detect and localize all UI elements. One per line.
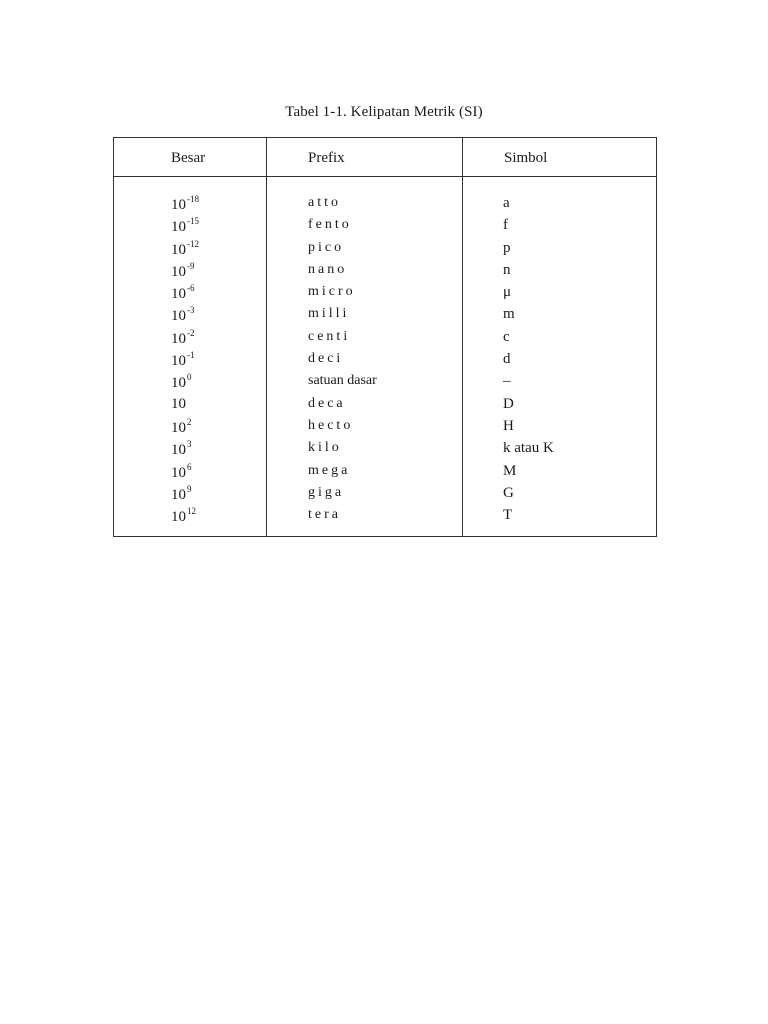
header-prefix: Prefix	[308, 150, 345, 166]
table-row	[114, 373, 656, 395]
besar-base: 10	[171, 375, 186, 392]
besar-exponent: -3	[187, 305, 195, 316]
table-body	[114, 195, 656, 529]
simbol-cell: μ	[503, 284, 512, 301]
table-row	[114, 240, 656, 262]
table-row	[114, 217, 656, 239]
besar-cell	[171, 284, 195, 303]
prefix-cell: micro	[308, 284, 356, 300]
besar-exponent: 2	[187, 416, 192, 427]
besar-base: 10	[171, 486, 186, 503]
besar-cell	[171, 351, 195, 370]
besar-exponent: 12	[187, 506, 196, 517]
besar-exponent: -15	[187, 216, 199, 227]
besar-cell	[171, 418, 192, 437]
besar-cell	[171, 329, 195, 348]
table-row	[114, 284, 656, 306]
simbol-cell: p	[503, 239, 511, 256]
table-row	[114, 463, 656, 485]
besar-base: 10	[171, 241, 186, 258]
simbol-cell: –	[503, 373, 511, 390]
besar-base: 10	[171, 219, 186, 236]
table-row	[114, 396, 656, 418]
besar-exponent: -12	[187, 238, 199, 249]
besar-cell	[171, 262, 195, 281]
besar-exponent: -6	[187, 283, 195, 294]
prefix-cell: hecto	[308, 417, 354, 433]
besar-cell	[171, 217, 199, 236]
besar-base: 10	[171, 442, 186, 459]
simbol-cell: n	[503, 261, 511, 278]
prefix-cell: centi	[308, 328, 351, 344]
simbol-cell: k atau K	[503, 440, 554, 457]
besar-base: 10	[171, 419, 186, 436]
simbol-cell: D	[503, 395, 514, 412]
besar-exponent: 6	[187, 461, 192, 472]
prefix-cell: atto	[308, 195, 341, 210]
besar-base: 10	[171, 464, 186, 481]
table-row	[114, 351, 656, 373]
besar-base: 10	[171, 395, 186, 412]
metric-prefix-table	[113, 137, 657, 537]
prefix-cell: satuan dasar	[308, 373, 377, 389]
simbol-cell: m	[503, 306, 515, 323]
prefix-cell: mega	[308, 462, 351, 478]
table-row	[114, 306, 656, 328]
prefix-cell: deca	[308, 395, 346, 411]
table-title: Tabel 1-1. Kelipatan Metrik (SI)	[285, 104, 483, 120]
header-besar: Besar	[171, 150, 206, 166]
simbol-cell: H	[503, 417, 514, 434]
besar-base: 10	[171, 197, 186, 213]
prefix-cell: pico	[308, 239, 345, 255]
besar-cell	[171, 373, 192, 392]
header-simbol: Simbol	[504, 150, 548, 166]
simbol-cell: d	[503, 351, 511, 368]
besar-exponent: -1	[187, 350, 195, 361]
besar-cell	[171, 306, 195, 325]
besar-base: 10	[171, 263, 186, 280]
besar-cell	[171, 195, 199, 214]
besar-exponent: -9	[187, 260, 195, 271]
besar-exponent: 9	[187, 483, 192, 494]
simbol-cell: T	[503, 507, 513, 524]
simbol-cell: a	[503, 195, 510, 211]
prefix-cell: nano	[308, 261, 348, 277]
simbol-cell: G	[503, 484, 514, 501]
besar-base: 10	[171, 330, 186, 347]
prefix-cell: fento	[308, 217, 352, 233]
besar-base: 10	[171, 286, 186, 303]
table-row	[114, 418, 656, 440]
table-row	[114, 329, 656, 351]
besar-base: 10	[171, 509, 186, 526]
table-row	[114, 440, 656, 462]
prefix-cell: deci	[308, 351, 344, 367]
prefix-cell: milli	[308, 306, 350, 322]
besar-cell	[171, 240, 199, 259]
simbol-cell: f	[503, 217, 508, 234]
besar-cell	[171, 463, 192, 482]
prefix-cell: giga	[308, 484, 345, 500]
table-row	[114, 262, 656, 284]
besar-cell	[171, 507, 196, 526]
besar-base: 10	[171, 308, 186, 325]
besar-cell	[171, 396, 186, 413]
prefix-cell: kilo	[308, 440, 342, 456]
besar-exponent: -2	[187, 327, 195, 338]
prefix-cell: tera	[308, 507, 341, 523]
simbol-cell: c	[503, 328, 510, 345]
header-divider	[114, 176, 656, 177]
besar-exponent: 0	[187, 372, 192, 383]
besar-cell	[171, 440, 192, 459]
simbol-cell: M	[503, 462, 517, 479]
table-row	[114, 195, 656, 217]
besar-exponent: 3	[187, 439, 192, 450]
table-row	[114, 485, 656, 507]
besar-exponent: -18	[187, 194, 199, 204]
besar-cell	[171, 485, 192, 504]
besar-base: 10	[171, 353, 186, 370]
table-row	[114, 507, 656, 529]
